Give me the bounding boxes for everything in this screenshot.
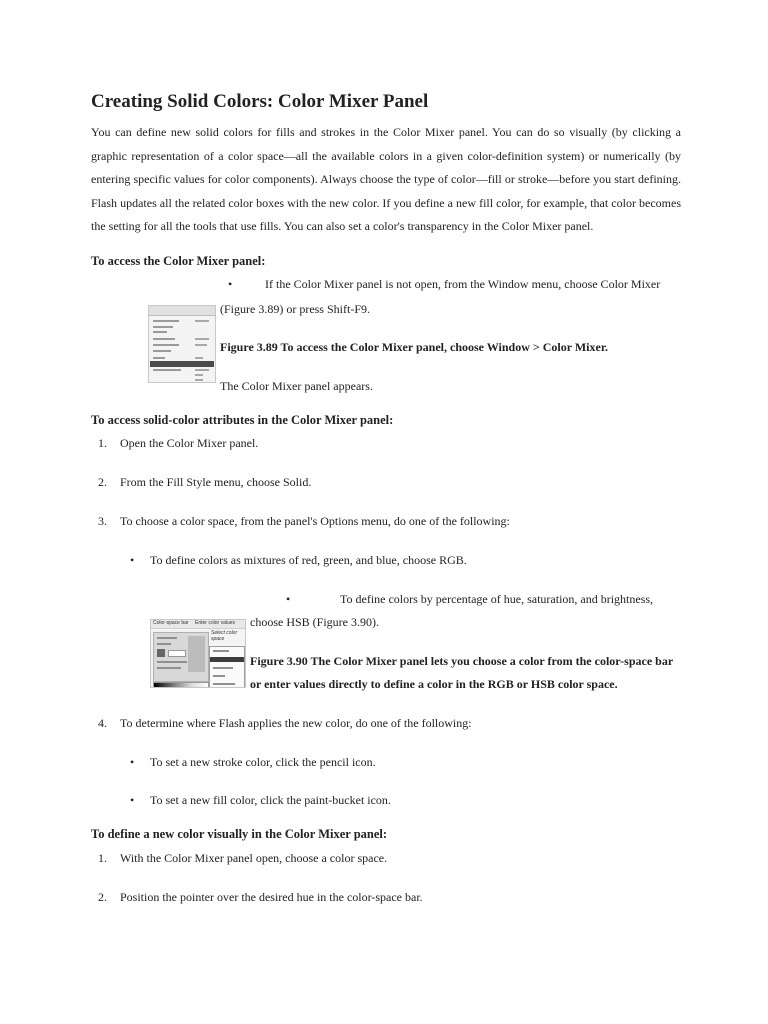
figure-3-89-window-menu-image: [148, 305, 216, 383]
figure-3-90-color-mixer-image: [150, 619, 246, 688]
enter-values-label: Enter color values: [195, 620, 236, 626]
color-mixer-panel-body: [153, 632, 209, 682]
step-number: 2.: [98, 890, 107, 904]
color-swatch: [157, 649, 165, 657]
bullet-icon: •: [130, 755, 135, 769]
step-text: To determine where Flash applies the new color, do one of the following:: [120, 716, 472, 730]
step-number: 4.: [98, 716, 107, 730]
color-value-field: [168, 650, 186, 657]
hsb-bullet-line2: choose HSB (Figure 3.90).: [250, 615, 379, 629]
stroke-bullet-text: To set a new stroke color, click the pencil icon.: [150, 755, 376, 769]
rgb-bullet-text: To define colors as mixtures of red, green, and blue, choose RGB.: [150, 553, 467, 567]
step-number: 1.: [98, 436, 107, 450]
color-space-bar-label: Color-space bar: [153, 620, 189, 626]
figure-3-90-caption-line1: Figure 3.90 The Color Mixer panel lets you choose a color from the color-space bar: [250, 654, 674, 668]
intro-paragraph: You can define new solid colors for fills and strokes in the Color Mixer panel. You can do so visually (by clicking a graphic representation of a color space—all the available colors in a given color-definition system) or numerically (by entering specific values for color components). Always choose the type of color—fill or stroke—before you start defining. Flash updates all the related color boxes with the new color. If you define a new fill color, for example, that color becomes the setting for all the tools that use fills. You can also set a color's transparency in the Color Mixer panel.: [91, 125, 681, 233]
step-text: To choose a color space, from the panel's Options menu, do one of the following:: [120, 514, 510, 528]
bullet-icon: •: [130, 553, 135, 567]
hsb-menu-item-highlight: [210, 657, 244, 662]
options-menu: [209, 646, 245, 688]
step-number: 2.: [98, 475, 107, 489]
section-heading-access-panel: To access the Color Mixer panel:: [91, 254, 266, 268]
page-title: Creating Solid Colors: Color Mixer Panel: [91, 91, 429, 112]
step-number: 3.: [98, 514, 107, 528]
bullet-icon: •: [286, 592, 291, 606]
access-bullet-line2: (Figure 3.89) or press Shift-F9.: [220, 302, 370, 316]
color-mixer-panel-header: [151, 620, 245, 629]
figure-3-90-caption-line2: or enter values directly to define a color in the RGB or HSB color space.: [250, 677, 618, 691]
section-heading-solid-color-attributes: To access solid-color attributes in the Color Mixer panel:: [91, 413, 394, 427]
panel-appears-text: The Color Mixer panel appears.: [220, 379, 373, 393]
fill-bullet-text: To set a new fill color, click the paint-bucket icon.: [150, 793, 391, 807]
figure-3-89-caption: Figure 3.89 To access the Color Mixer panel, choose Window > Color Mixer.: [220, 340, 609, 354]
window-menu-bar: [149, 306, 215, 316]
access-bullet-line1: If the Color Mixer panel is not open, from the Window menu, choose Color Mixer: [265, 277, 661, 291]
select-color-space-label: Select color space: [211, 630, 238, 642]
color-mixer-menu-item-highlight: [150, 361, 214, 367]
bullet-icon: •: [130, 793, 135, 807]
step-number: 1.: [98, 851, 107, 865]
hsb-bullet-line1: To define colors by percentage of hue, saturation, and brightness,: [340, 592, 654, 606]
step-text: From the Fill Style menu, choose Solid.: [120, 475, 312, 489]
bullet-icon: •: [228, 277, 233, 291]
color-space-bar: [153, 682, 209, 688]
step-text: Open the Color Mixer panel.: [120, 436, 259, 450]
step-text: With the Color Mixer panel open, choose a color space.: [120, 851, 388, 865]
section-heading-define-color-visually: To define a new color visually in the Color Mixer panel:: [91, 827, 388, 841]
step-text: Position the pointer over the desired hue in the color-space bar.: [120, 890, 423, 904]
